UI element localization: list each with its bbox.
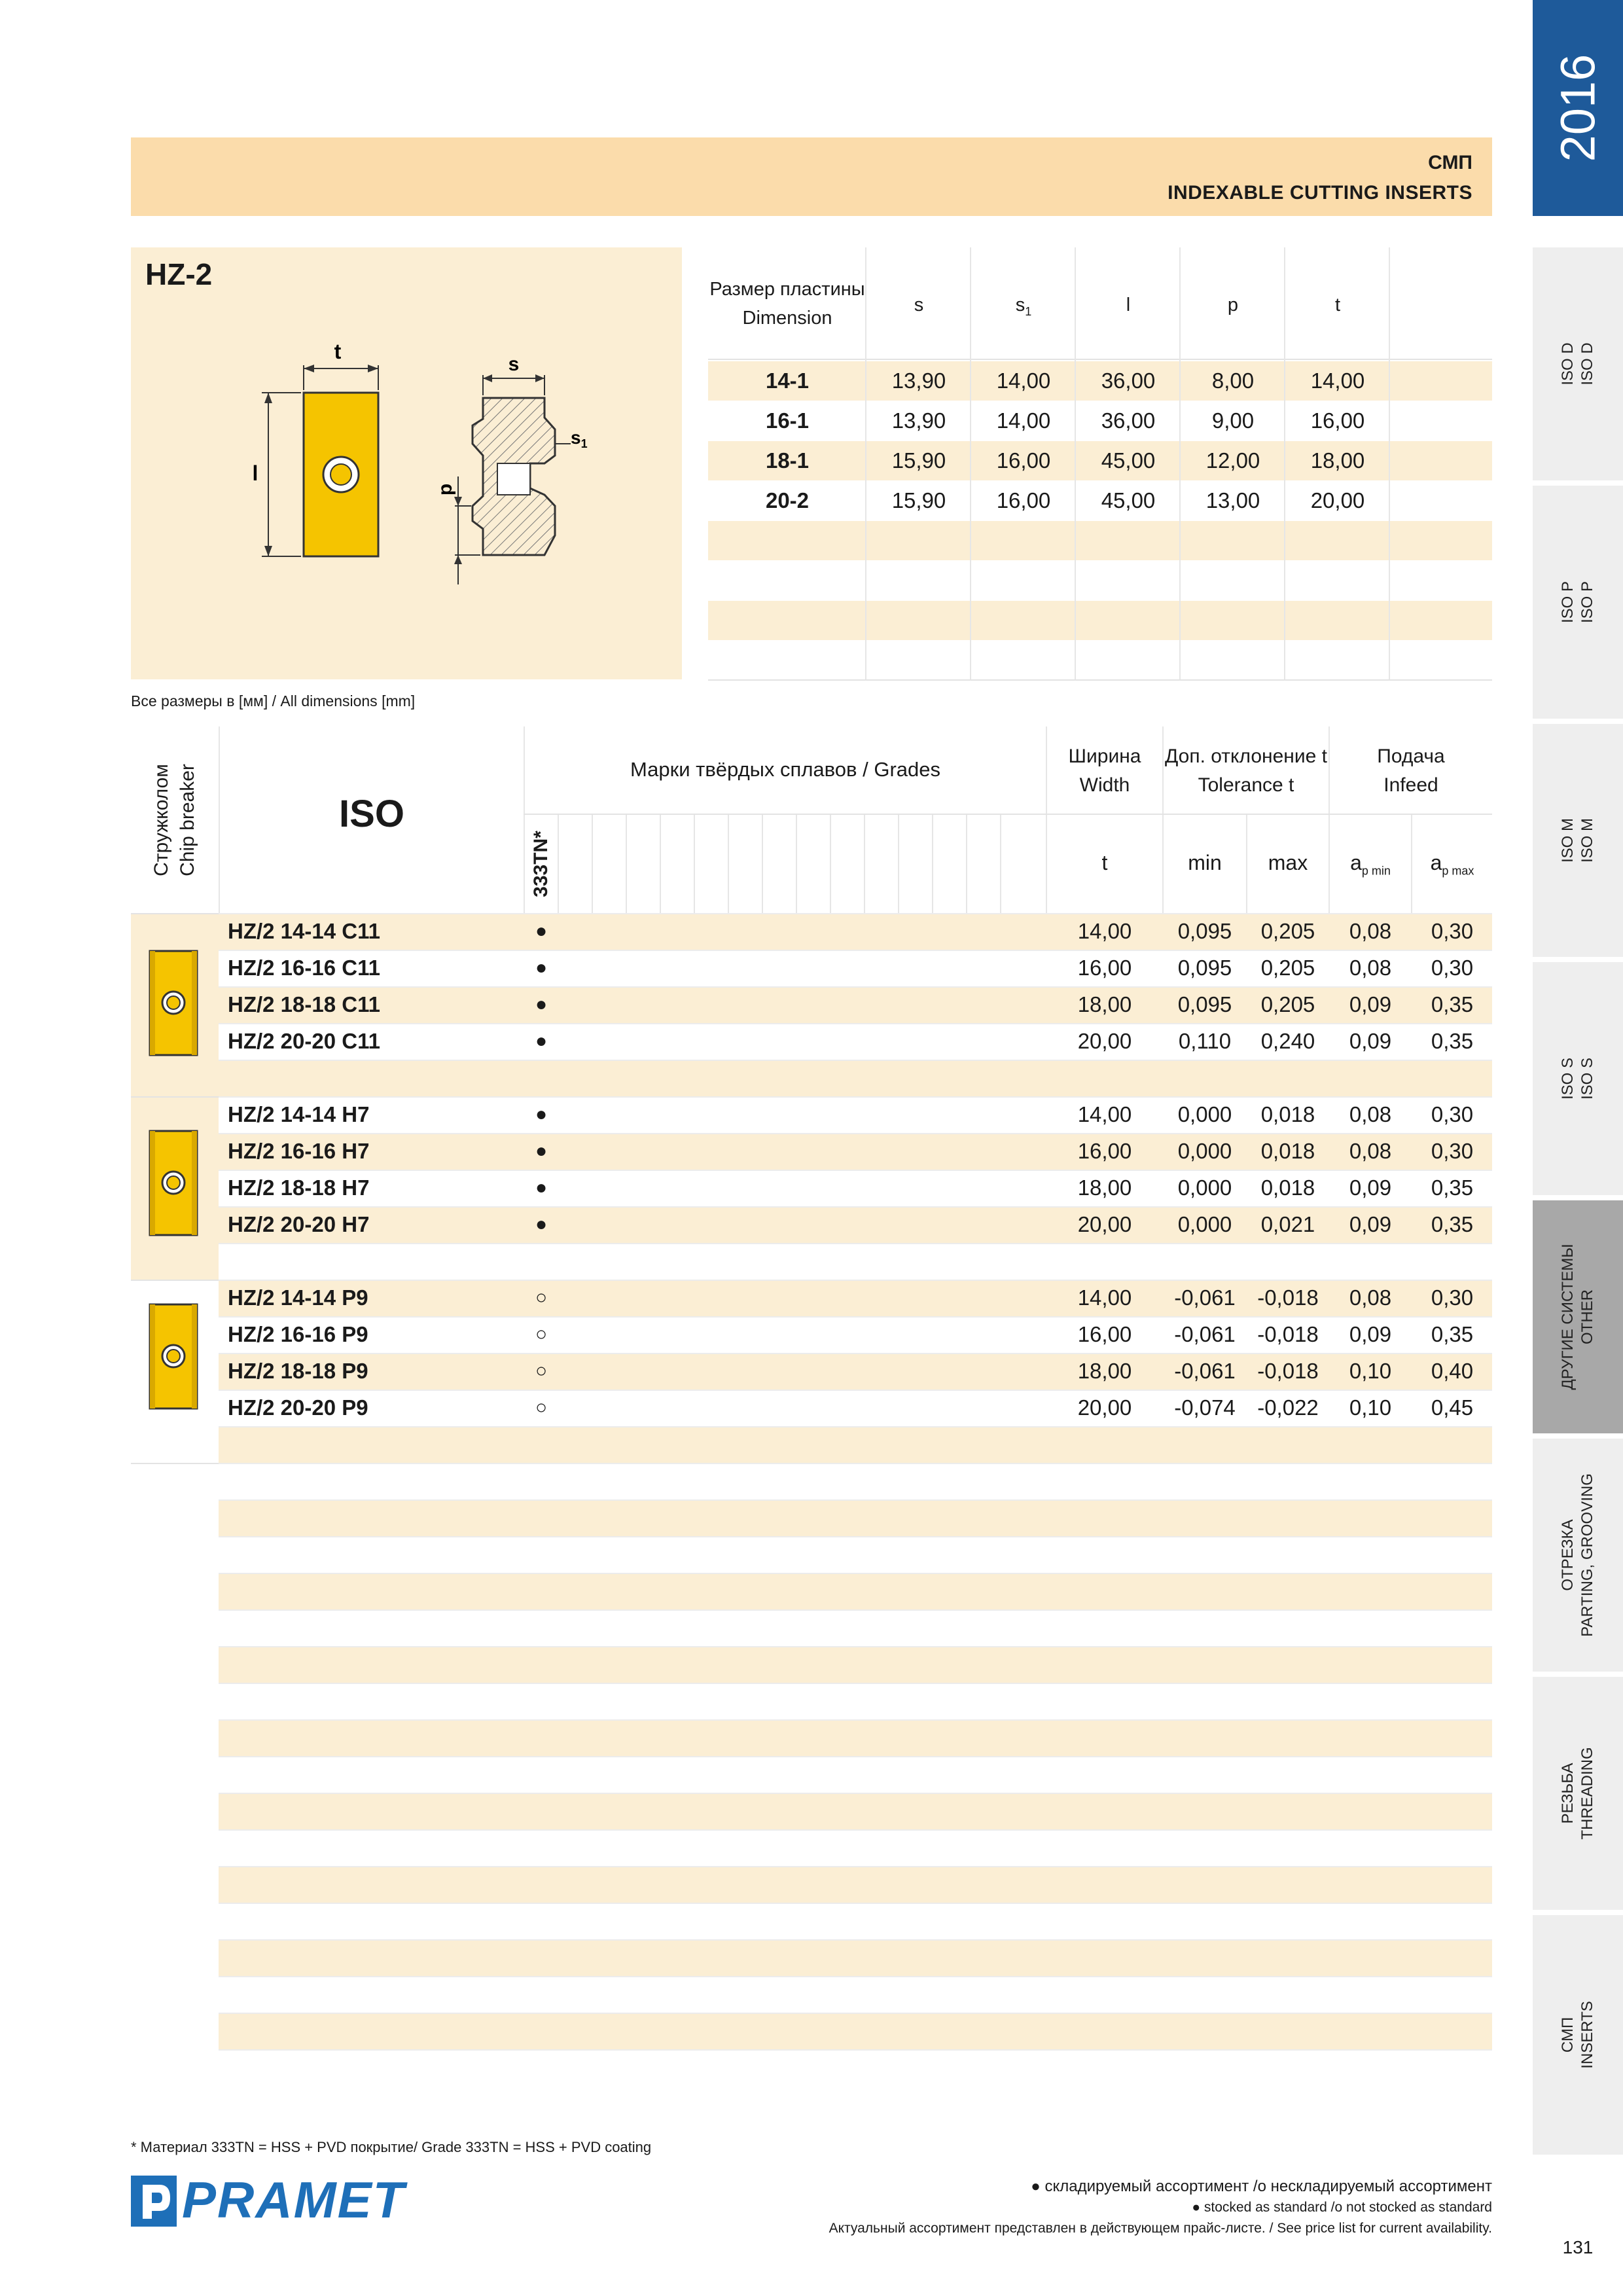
infeed-min: 0,08 <box>1349 1285 1392 1310</box>
tolerance-min: -0,061 <box>1174 1359 1236 1383</box>
infeed-min: 0,10 <box>1349 1359 1392 1383</box>
header-title-ru: СМП <box>1428 152 1472 173</box>
dim-row-bg <box>708 561 1492 600</box>
legend-ru: ● складируемый ассортимент /о нескладируемый ассортимент <box>1031 2178 1492 2195</box>
infeed-max: 0,30 <box>1431 1139 1474 1163</box>
main-divider <box>131 913 219 914</box>
pramet-logo-icon <box>131 2176 177 2227</box>
ap-min-sub: p min <box>1361 864 1391 878</box>
infeed-max: 0,45 <box>1431 1395 1474 1420</box>
availability-mark: ● <box>535 1213 548 1235</box>
chipbreaker-ru: Стружколом <box>151 763 172 876</box>
table-row-bg <box>219 1829 1492 1866</box>
dim-value: 14,00 <box>1310 368 1365 393</box>
tab-label-en: ISO P <box>1578 581 1596 624</box>
table-row-bg <box>219 1939 1492 1976</box>
tab-label-en: PARTING, GROOVING <box>1578 1473 1596 1637</box>
table-row-bg <box>219 1426 1492 1463</box>
chipbreaker-en: Chip breaker <box>177 763 198 876</box>
tolerance-min: 0,000 <box>1177 1102 1232 1126</box>
tolerance-max: 0,021 <box>1260 1212 1315 1236</box>
tolerance-min: 0,000 <box>1177 1212 1232 1236</box>
width-value: 20,00 <box>1077 1212 1132 1236</box>
width-value: 14,00 <box>1077 919 1132 943</box>
infeed-min: 0,09 <box>1349 1029 1392 1053</box>
main-divider <box>524 814 1492 815</box>
tolerance-max: 0,018 <box>1260 1139 1315 1163</box>
pramet-logo-text: PRAMET <box>182 2171 406 2229</box>
tab-inserts[interactable] <box>1533 1915 1623 2155</box>
dim-label-l: l <box>252 461 259 485</box>
infeed-max: 0,35 <box>1431 1212 1474 1236</box>
dim-value: 16,00 <box>996 448 1051 473</box>
product-code: HZ/2 20-20 P9 <box>228 1395 368 1420</box>
infeed-min: 0,08 <box>1349 956 1392 980</box>
dim-row-bg <box>708 521 1492 560</box>
infeed-max: 0,35 <box>1431 1029 1474 1053</box>
tab-iso-p[interactable] <box>1533 486 1623 719</box>
tab-label-en: THREADING <box>1578 1747 1596 1840</box>
dim-value: 8,00 <box>1211 368 1255 393</box>
dim-label-s: s <box>508 353 520 375</box>
header-banner <box>131 137 1492 216</box>
width-value: 14,00 <box>1077 1102 1132 1126</box>
width-en: Width <box>1079 774 1130 796</box>
tab-label-en: OTHER <box>1578 1289 1596 1344</box>
dim-value: 45,00 <box>1101 488 1156 512</box>
tab-iso-d[interactable] <box>1533 247 1623 480</box>
width-ru: Ширина <box>1068 745 1141 767</box>
infeed-min: 0,08 <box>1349 1102 1392 1126</box>
infeed-min: 0,09 <box>1349 1212 1392 1236</box>
dim-label-s1-sub: 1 <box>580 437 588 450</box>
dim-size: 20-2 <box>765 488 810 512</box>
ap-label: a <box>1430 851 1442 874</box>
dim-row-bg <box>708 641 1492 680</box>
grade-label: 333TN* <box>530 831 552 897</box>
legend-availability: Актуальный ассортимент представлен в действующем прайс-листе. / See price list for current availability. <box>829 2221 1492 2236</box>
table-row-bg <box>219 1609 1492 1646</box>
availability-mark: ○ <box>535 1287 548 1308</box>
legend-en: ● stocked as standard /o not stocked as standard <box>1192 2200 1492 2215</box>
availability-mark: ○ <box>535 1360 548 1382</box>
tab-label-ru: РЕЗЬБА <box>1559 1763 1577 1824</box>
availability-mark: ● <box>535 1140 548 1162</box>
tolerance-max: -0,022 <box>1257 1395 1319 1420</box>
ap-label: a <box>1350 851 1362 874</box>
iso-header: ISO <box>339 793 404 835</box>
tab-label-ru: ISO D <box>1559 342 1577 386</box>
table-row-bg <box>219 2049 1492 2086</box>
tab-label-ru: ДРУГИЕ СИСТЕМЫ <box>1559 1244 1577 1390</box>
width-value: 16,00 <box>1077 1139 1132 1163</box>
year-label: 2016 <box>1550 54 1605 162</box>
tab-iso-m[interactable] <box>1533 724 1623 957</box>
dimensions-note: Все размеры в [мм] / All dimensions [mm] <box>131 692 416 709</box>
dim-value: 15,90 <box>891 448 946 473</box>
tolerance-min: 0,000 <box>1177 1139 1232 1163</box>
table-row-bg <box>219 1793 1492 1829</box>
availability-mark: ● <box>535 994 548 1015</box>
dim-size: 18-1 <box>765 448 810 473</box>
infeed-max: 0,35 <box>1431 1322 1474 1346</box>
grade-333tn-header <box>525 815 558 913</box>
infeed-max: 0,30 <box>1431 956 1474 980</box>
width-value: 16,00 <box>1077 956 1132 980</box>
tolerance-min: 0,000 <box>1177 1175 1232 1200</box>
dim-value: 13,90 <box>891 408 946 433</box>
dim-value: 18,00 <box>1310 448 1365 473</box>
product-code: HZ/2 14-14 C11 <box>228 919 380 943</box>
tab-label-ru: ISO P <box>1559 581 1577 624</box>
table-row-bg <box>219 1536 1492 1573</box>
infeed-min: 0,08 <box>1349 919 1392 943</box>
infeed-max: 0,30 <box>1431 919 1474 943</box>
ap-max-sub: p max <box>1442 864 1474 878</box>
dim-header-ru: Размер пластины <box>709 279 865 300</box>
table-row-bg <box>219 1976 1492 2013</box>
tab-parting-grooving[interactable] <box>1533 1439 1623 1672</box>
dim-label-t: t <box>334 340 342 363</box>
product-code: HZ/2 14-14 H7 <box>228 1102 370 1126</box>
product-code: HZ/2 18-18 P9 <box>228 1359 368 1383</box>
dim-label-p: p <box>435 483 456 496</box>
availability-mark: ○ <box>535 1397 548 1418</box>
dim-label-s1-main: s <box>571 427 581 448</box>
header-title-en: INDEXABLE CUTTING INSERTS <box>1168 182 1472 204</box>
dim-divider <box>708 679 1492 681</box>
table-row-bg <box>219 1719 1492 1756</box>
availability-mark: ● <box>535 1030 548 1052</box>
width-header <box>1047 742 1162 800</box>
tolerance-header <box>1164 742 1329 800</box>
insert-p9-icon <box>148 1302 199 1410</box>
insert-h7-icon <box>148 1129 199 1237</box>
dim-col-label: p <box>1227 295 1239 315</box>
tab-label-ru: СМП <box>1559 2017 1577 2053</box>
table-row-bg <box>219 2013 1492 2049</box>
tolerance-min: 0,095 <box>1177 919 1232 943</box>
dim-col-sub: 1 <box>1025 304 1032 318</box>
availability-mark: ● <box>535 1177 548 1198</box>
dim-divider <box>708 359 1492 360</box>
availability-mark: ● <box>535 1103 548 1125</box>
tab-label-ru: ISO M <box>1559 817 1577 863</box>
dim-value: 16,00 <box>996 488 1051 512</box>
infeed-en: Infeed <box>1383 774 1438 796</box>
chipbreaker-header <box>131 726 219 913</box>
dim-value: 15,90 <box>891 488 946 512</box>
dim-value: 9,00 <box>1211 408 1255 433</box>
tolerance-min: 0,095 <box>1177 992 1232 1016</box>
dim-value: 13,00 <box>1205 488 1260 512</box>
dim-value: 45,00 <box>1101 448 1156 473</box>
tolerance-min: 0,095 <box>1177 956 1232 980</box>
width-value: 20,00 <box>1077 1395 1132 1420</box>
insert-c11-icon <box>148 949 199 1057</box>
grades-header: Марки твёрдых сплавов / Grades <box>630 758 940 781</box>
product-code: HZ/2 20-20 H7 <box>228 1212 370 1236</box>
tolerance-max: -0,018 <box>1257 1322 1319 1346</box>
tab-label-en: ISO M <box>1578 817 1596 863</box>
tab-label-en: INSERTS <box>1578 2001 1596 2069</box>
tolerance-max: 0,205 <box>1260 919 1315 943</box>
dim-row-bg <box>708 601 1492 640</box>
tab-label-en: ISO D <box>1578 342 1596 386</box>
tab-label-en: ISO S <box>1578 1057 1596 1100</box>
tolerance-min: 0,110 <box>1178 1029 1232 1053</box>
sub-header-t: t <box>1101 851 1108 874</box>
dim-size: 16-1 <box>765 408 810 433</box>
infeed-min: 0,09 <box>1349 1322 1392 1346</box>
year-tab <box>1533 0 1623 216</box>
tolerance-max: -0,018 <box>1257 1285 1319 1310</box>
product-code: HZ/2 16-16 C11 <box>228 956 380 980</box>
dim-value: 14,00 <box>996 368 1051 393</box>
width-value: 16,00 <box>1077 1322 1132 1346</box>
sub-header-ap-min <box>1330 851 1411 878</box>
width-value: 18,00 <box>1077 1175 1132 1200</box>
product-code: HZ/2 18-18 C11 <box>228 992 380 1016</box>
dim-value: 20,00 <box>1310 488 1365 512</box>
insert-drawing <box>131 247 682 679</box>
availability-mark: ○ <box>535 1323 548 1345</box>
dim-value: 16,00 <box>1310 408 1365 433</box>
table-row-bg <box>219 1243 1492 1280</box>
infeed-max: 0,40 <box>1431 1359 1474 1383</box>
table-row-bg <box>219 1060 1492 1096</box>
dim-value: 36,00 <box>1101 368 1156 393</box>
product-code: HZ/2 16-16 H7 <box>228 1139 370 1163</box>
tolerance-max: -0,018 <box>1257 1359 1319 1383</box>
infeed-ru: Подача <box>1377 745 1445 767</box>
tab-iso-s[interactable] <box>1533 962 1623 1195</box>
dim-col-label: s <box>1015 295 1026 315</box>
page-number: 131 <box>1562 2237 1594 2257</box>
tolerance-max: 0,205 <box>1260 992 1315 1016</box>
tolerance-max: 0,018 <box>1260 1102 1315 1126</box>
tolerance-max: 0,018 <box>1260 1175 1315 1200</box>
tolerance-min: -0,061 <box>1174 1285 1236 1310</box>
table-row-bg <box>219 1866 1492 1903</box>
main-divider <box>131 1280 219 1281</box>
width-value: 18,00 <box>1077 1359 1132 1383</box>
tolerance-min: -0,061 <box>1174 1322 1236 1346</box>
tab-other[interactable] <box>1533 1200 1623 1433</box>
table-row-bg <box>219 1756 1492 1793</box>
tab-label-ru: ОТРЕЗКА <box>1559 1519 1577 1591</box>
main-divider <box>131 1463 219 1464</box>
product-code: HZ/2 14-14 P9 <box>228 1285 368 1310</box>
width-value: 18,00 <box>1077 992 1132 1016</box>
availability-mark: ● <box>535 957 548 978</box>
product-code: HZ/2 18-18 H7 <box>228 1175 370 1200</box>
material-note: * Материал 333TN = HSS + PVD покрытие/ Grade 333TN = HSS + PVD coating <box>131 2139 652 2155</box>
dim-value: 13,90 <box>891 368 946 393</box>
dim-col-label: t <box>1334 295 1341 315</box>
dim-header-en: Dimension <box>742 308 832 329</box>
infeed-min: 0,09 <box>1349 1175 1392 1200</box>
availability-mark: ● <box>535 920 548 942</box>
infeed-max: 0,35 <box>1431 992 1474 1016</box>
dim-size: 14-1 <box>765 368 810 393</box>
main-divider <box>131 1096 219 1098</box>
dim-col-label: l <box>1126 295 1131 315</box>
tolerance-max: 0,240 <box>1260 1029 1315 1053</box>
table-row-bg <box>219 1683 1492 1719</box>
tolerance-min: -0,074 <box>1174 1395 1236 1420</box>
dim-col-label: s <box>914 295 924 315</box>
table-row-bg <box>219 1463 1492 1499</box>
infeed-max: 0,30 <box>1431 1285 1474 1310</box>
table-row-bg <box>219 1903 1492 1939</box>
table-row-bg <box>219 1499 1492 1536</box>
sub-header-min: min <box>1188 851 1222 874</box>
dim-value: 14,00 <box>996 408 1051 433</box>
sub-header-ap-max <box>1412 851 1492 878</box>
infeed-max: 0,35 <box>1431 1175 1474 1200</box>
tolerance-max: 0,205 <box>1260 956 1315 980</box>
tolerance-ru: Доп. отклонение t <box>1165 745 1327 767</box>
dim-value: 36,00 <box>1101 408 1156 433</box>
tab-label-ru: ISO S <box>1559 1057 1577 1100</box>
infeed-max: 0,30 <box>1431 1102 1474 1126</box>
product-code: HZ/2 16-16 P9 <box>228 1322 368 1346</box>
product-code: HZ/2 20-20 C11 <box>228 1029 380 1053</box>
sub-header-max: max <box>1268 851 1308 874</box>
infeed-min: 0,08 <box>1349 1139 1392 1163</box>
table-row-bg <box>219 1646 1492 1683</box>
tolerance-en: Tolerance t <box>1198 774 1294 796</box>
dim-value: 12,00 <box>1205 448 1260 473</box>
infeed-min: 0,09 <box>1349 992 1392 1016</box>
insert-title: HZ-2 <box>145 257 213 291</box>
legend-block <box>829 2176 1492 2239</box>
tab-threading[interactable] <box>1533 1677 1623 1910</box>
insert-drawing-panel <box>131 247 682 679</box>
infeed-min: 0,10 <box>1349 1395 1392 1420</box>
infeed-header <box>1330 742 1492 800</box>
width-value: 14,00 <box>1077 1285 1132 1310</box>
width-value: 20,00 <box>1077 1029 1132 1053</box>
dim-label-s1 <box>571 427 588 450</box>
table-row-bg <box>219 1573 1492 1609</box>
